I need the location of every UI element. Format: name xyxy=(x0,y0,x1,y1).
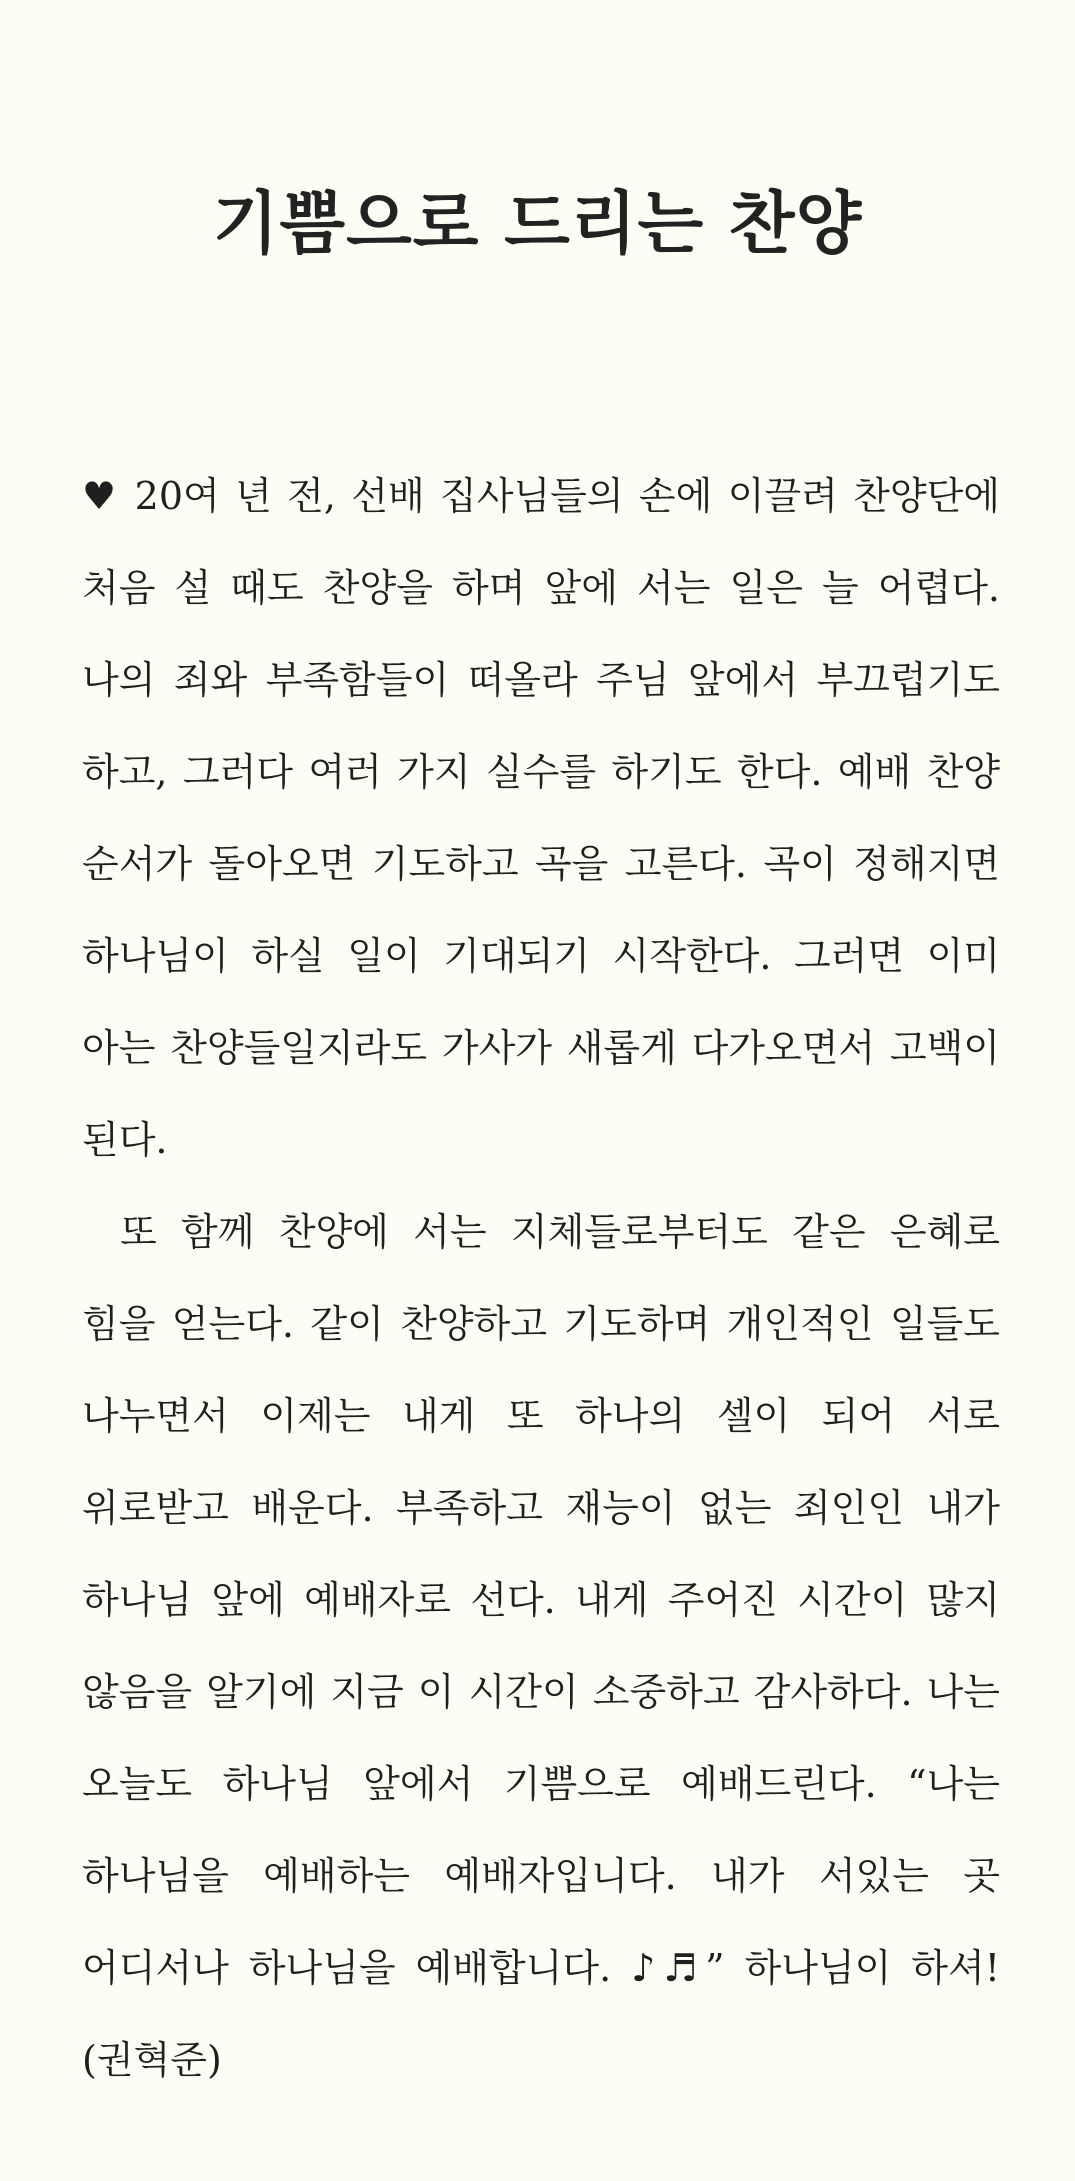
paragraph-1: ♥ 20여 년 전, 선배 집사님들의 손에 이끌려 찬양단에 처음 설 때도 찬양을 하며 앞에 서는 일은 늘 어렵다. 나의 죄와 부족함들이 떠올라 주님 앞에서 부끄럽기도 하고, 그러다 여러 가지 실수를 하기도 한다. 예배 찬양 순서가 돌아오면 기도하고 곡을 고른다. 곡이 정해지면 하나님이 하실 일이 기대되기 시작한다. 그러면 이미 아는 찬양들일지라도 가사가 새롭게 다가오면서 고백이 된다. xyxy=(82,474,1000,1162)
article-body xyxy=(82,450,1000,2106)
article-title: 기쁨으로 드리는 찬양 xyxy=(212,185,863,264)
paragraph-2: 또 함께 찬양에 서는 지체들로부터도 같은 은혜로 힘을 얻는다. 같이 찬양하고 기도하며 개인적인 일들도 나누면서 이제는 내게 또 하나의 셀이 되어 서로 위로받고 배운다. 부족하고 재능이 없는 죄인인 내가 하나님 앞에 예배자로 선다. 내게 주어진 시간이 많지 않음을 알기에 지금 이 시간이 소중하고 감사하다. 나는 오늘도 하나님 앞에서 기쁨으로 예배드린다. “나는 하나님을 예배하는 예배자입니다. 내가 서있는 곳 어디서나 하나님을 예배합니다. ♪♬” 하나님이 하셔! (권혁준) xyxy=(82,1210,1000,2082)
